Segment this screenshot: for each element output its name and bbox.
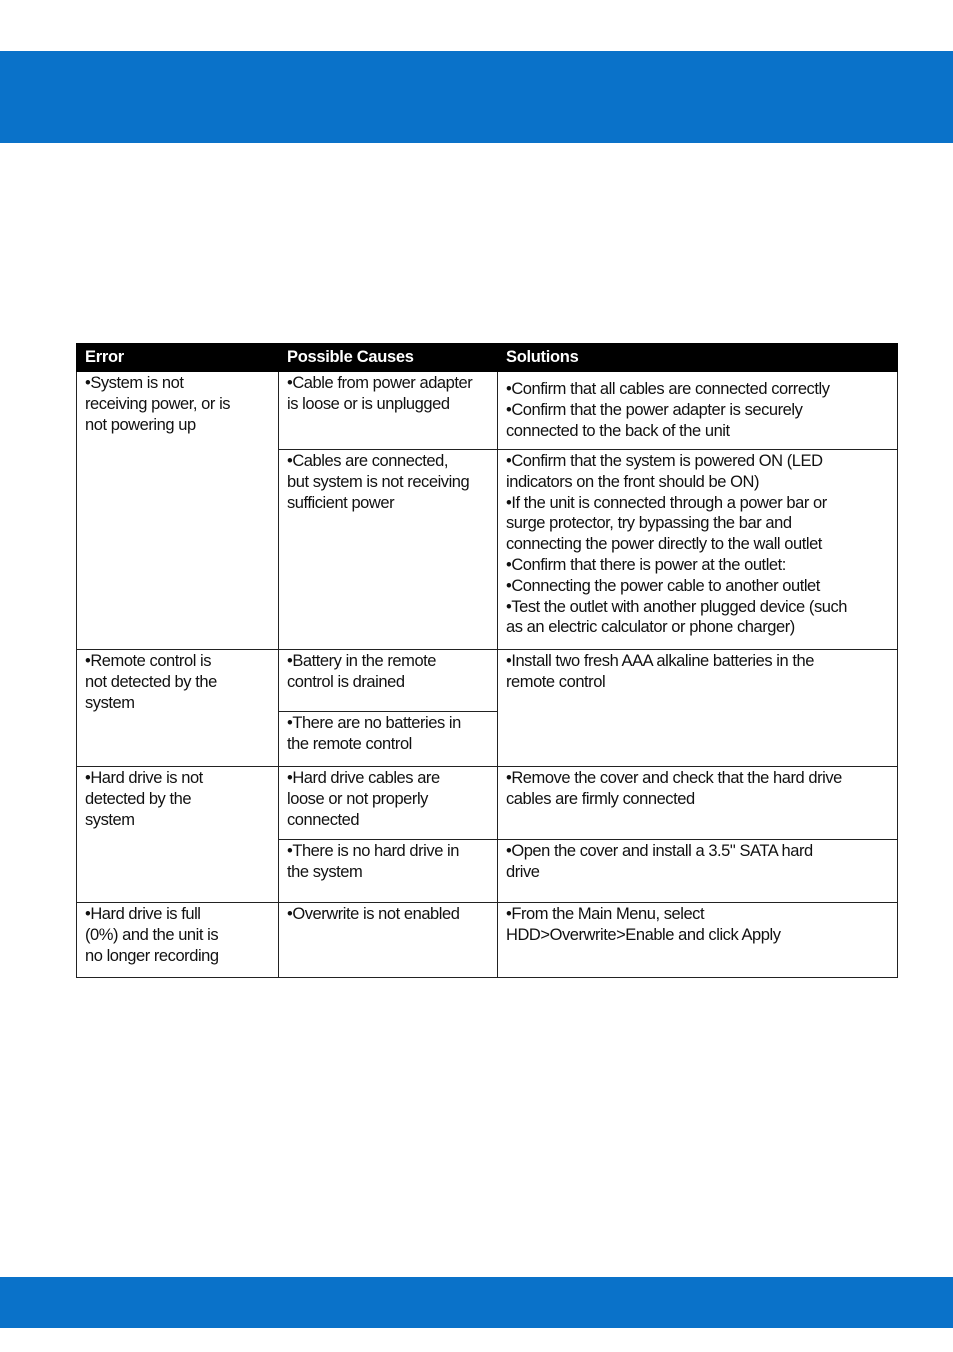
header-error: Error — [77, 344, 279, 372]
solution-cell: •Open the cover and install a 3.5" SATA hard drive — [498, 840, 898, 903]
table-row — [77, 372, 898, 450]
solution-cell: •Confirm that the system is powered ON (LED indicators on the front should be ON) •If the unit is connected through a power bar or surge protector, try bypassing the bar and connecting the power directly to the wall outlet •Confirm that there is power at the outlet: •Connecting the power cable to another outlet •Test the outlet with another plugged device (such as an electric calculator or phone charger) — [498, 450, 898, 650]
cause-cell: •There are no batteries in the remote control — [279, 712, 498, 767]
cause-cell: •There is no hard drive in the system — [279, 840, 498, 903]
cause-cell: •Hard drive cables are loose or not properly connected — [279, 767, 498, 840]
error-cell: •Hard drive is not detected by the system — [77, 767, 279, 903]
cause-cell: •Overwrite is not enabled — [279, 903, 498, 978]
table-row — [77, 767, 898, 840]
error-cell: •Hard drive is full (0%) and the unit is no longer recording — [77, 903, 279, 978]
troubleshooting-table — [76, 343, 898, 978]
header-possible-causes: Possible Causes — [279, 344, 498, 372]
table-header-row — [77, 344, 898, 372]
header-solutions: Solutions — [498, 344, 898, 372]
cause-cell: •Cables are connected, but system is not receiving sufficient power — [279, 450, 498, 650]
solution-cell: •Install two fresh AAA alkaline batteries in the remote control — [498, 650, 898, 767]
table-row — [77, 903, 898, 978]
solution-cell: •Confirm that all cables are connected correctly •Confirm that the power adapter is securely connected to the back of the unit — [498, 372, 898, 450]
solution-cell: •From the Main Menu, select HDD>Overwrite>Enable and click Apply — [498, 903, 898, 978]
cause-cell: •Cable from power adapter is loose or is unplugged — [279, 372, 498, 450]
error-cell: •System is not receiving power, or is not powering up — [77, 372, 279, 650]
solution-cell: •Remove the cover and check that the hard drive cables are firmly connected — [498, 767, 898, 840]
error-cell: •Remote control is not detected by the system — [77, 650, 279, 767]
table-row — [77, 650, 898, 712]
cause-cell: •Battery in the remote control is drained — [279, 650, 498, 712]
footer-bar — [0, 1277, 953, 1328]
header-bar — [0, 51, 953, 143]
